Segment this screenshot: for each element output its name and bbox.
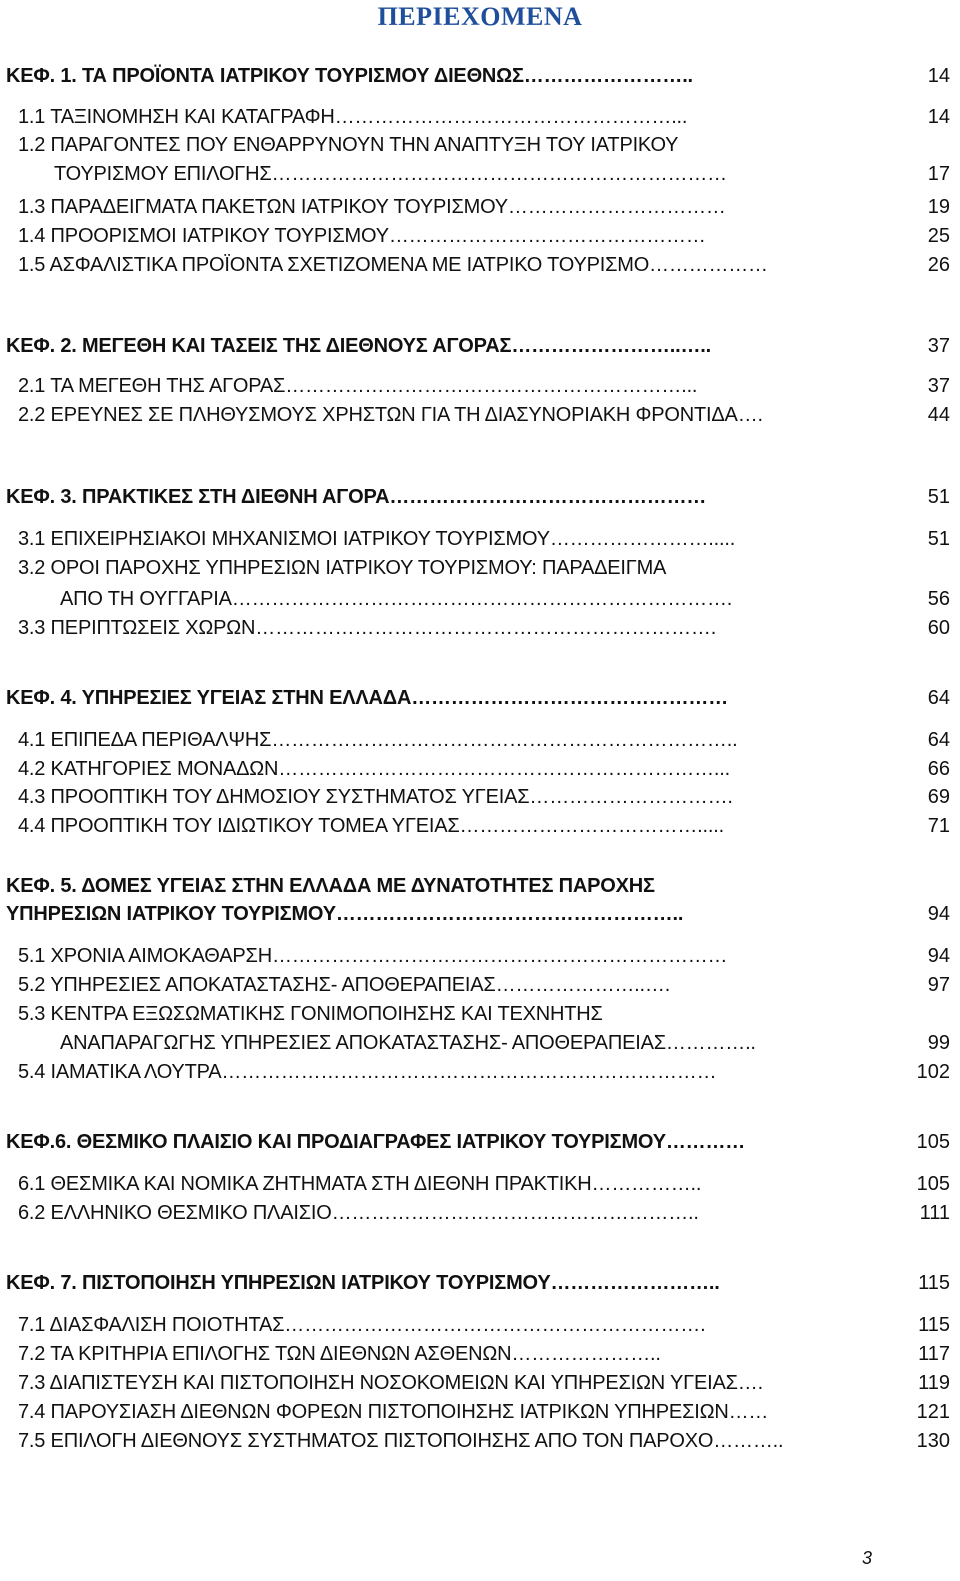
toc-section-entry <box>0 614 960 643</box>
toc-section-entry <box>0 942 960 971</box>
toc-section-entry <box>0 783 960 812</box>
toc-entry-title: 1.1 ΤΑΞΙΝΟΜΗΣΗ ΚΑΙ ΚΑΤΑΓΡΑΦΗ……………………………………………... <box>18 106 688 128</box>
toc-entry-page: 14 <box>927 106 950 128</box>
toc-entry-page: 64 <box>927 687 950 709</box>
toc-section-entry <box>0 755 960 784</box>
toc-chapter-entry <box>0 483 960 512</box>
toc-section-entry <box>0 160 960 189</box>
toc-entry-title: 2.1 ΤΑ ΜΕΓΕΘΗ ΤΗΣ ΑΓΟΡΑΣ……………………………………………………... <box>18 375 698 397</box>
toc-entry-title: 6.2 ΕΛΛΗΝΙΚΟ ΘΕΣΜΙΚΟ ΠΛΑΙΣΙΟ……………………………………………….. <box>18 1202 699 1224</box>
toc-entry-title: 1.2 ΠΑΡΑΓΟΝΤΕΣ ΠΟΥ ΕΝΘΑΡΡΥΝΟΥΝ ΤΗΝ ΑΝΑΠΤΥΞΗ ΤΟΥ ΙΑΤΡΙΚΟΥ <box>18 134 679 156</box>
toc-section-entry <box>0 193 960 222</box>
toc-section-entry <box>0 103 960 132</box>
toc-section-entry <box>0 1058 960 1087</box>
toc-chapter-entry <box>0 872 960 901</box>
toc-entry-page: 37 <box>927 335 950 357</box>
toc-entry-title: ΚΕΦ. 5. ΔΟΜΕΣ ΥΓΕΙΑΣ ΣΤΗΝ ΕΛΛΑΔΑ ΜΕ ΔΥΝΑΤΟΤΗΤΕΣ ΠΑΡΟΧΗΣ <box>6 875 655 897</box>
toc-entry-title: 7.5 ΕΠΙΛΟΓΗ ΔΙΕΘΝΟΥΣ ΣΥΣΤΗΜΑΤΟΣ ΠΙΣΤΟΠΟΙΗΣΗΣ ΑΠΟ ΤΟΝ ΠΑΡΟΧΟ……….. <box>18 1430 784 1452</box>
toc-chapter-entry <box>0 332 960 361</box>
toc-entry-title: 4.1 ΕΠΙΠΕΔΑ ΠΕΡΙΘΑΛΨΗΣ…………………………………………………………….. <box>18 729 738 751</box>
toc-chapter-entry <box>0 900 960 929</box>
toc-entry-title: ΚΕΦ. 1. ΤΑ ΠΡΟΪΟΝΤΑ ΙΑΤΡΙΚΟΥ ΤΟΥΡΙΣΜΟΥ ΔΙΕΘΝΩΣ…………………….. <box>6 65 693 87</box>
toc-section-entry <box>0 1029 960 1058</box>
toc-entry-title: 3.1 ΕΠΙΧΕΙΡΗΣΙΑΚΟΙ ΜΗΧΑΝΙΣΜΟΙ ΙΑΤΡΙΚΟΥ ΤΟΥΡΙΣΜΟΥ……………………..... <box>18 528 736 550</box>
toc-entry-page: 97 <box>927 974 950 996</box>
toc-entry-page: 94 <box>927 945 950 967</box>
toc-entry-page: 51 <box>927 486 950 508</box>
toc-section-entry <box>0 971 960 1000</box>
toc-entry-title: 1.5 ΑΣΦΑΛΙΣΤΙΚΑ ΠΡΟΪΟΝΤΑ ΣΧΕΤΙΖΟΜΕΝΑ ΜΕ ΙΑΤΡΙΚΟ ΤΟΥΡΙΣΜΟ……………… <box>18 254 768 276</box>
toc-entry-title: 5.1 ΧΡΟΝΙΑ ΑΙΜΟΚΑΘΑΡΣΗ…………………………………………………………… <box>18 945 728 967</box>
toc-chapter-entry <box>0 1128 960 1157</box>
toc-entry-title: ΑΝΑΠΑΡΑΓΩΓΗΣ ΥΠΗΡΕΣΙΕΣ ΑΠΟΚΑΤΑΣΤΑΣΗΣ- ΑΠΟΘΕΡΑΠΕΙΑΣ………….. <box>60 1032 756 1054</box>
toc-entry-title: ΚΕΦ. 2. ΜΕΓΕΘΗ ΚΑΙ ΤΑΣΕΙΣ ΤΗΣ ΔΙΕΘΝΟΥΣ ΑΓΟΡΑΣ……………………..….. <box>6 335 711 357</box>
toc-entry-page: 37 <box>927 375 950 397</box>
toc-entry-page: 69 <box>927 786 950 808</box>
toc-section-entry <box>0 525 960 554</box>
toc-entry-page: 19 <box>927 196 950 218</box>
toc-entry-page: 115 <box>918 1272 950 1294</box>
toc-entry-page: 60 <box>927 617 950 639</box>
toc-entry-page: 66 <box>927 758 950 780</box>
toc-section-entry <box>0 1000 960 1029</box>
toc-entry-page: 17 <box>927 163 950 185</box>
toc-entry-title: ΑΠΟ ΤΗ ΟΥΓΓΑΡΙΑ…………………………………………………………………. <box>60 588 733 610</box>
toc-section-entry <box>0 1199 960 1228</box>
toc-entry-page: 51 <box>927 528 950 550</box>
toc-entry-page: 105 <box>916 1131 950 1153</box>
toc-entry-page: 25 <box>927 225 950 247</box>
toc-entry-page: 56 <box>927 588 950 610</box>
toc-section-entry <box>0 1369 960 1398</box>
page-title: ΠΕΡΙΕΧΟΜΕΝΑ <box>377 2 583 31</box>
toc-chapter-entry <box>0 62 960 91</box>
toc-section-entry <box>0 812 960 841</box>
toc-entry-title: 6.1 ΘΕΣΜΙΚΑ ΚΑΙ ΝΟΜΙΚΑ ΖΗΤΗΜΑΤΑ ΣΤΗ ΔΙΕΘΝΗ ΠΡΑΚΤΙΚΗ…………….. <box>18 1173 702 1195</box>
toc-entry-title: 7.3 ΔΙΑΠΙΣΤΕΥΣΗ ΚΑΙ ΠΙΣΤΟΠΟΙΗΣΗ ΝΟΣΟΚΟΜΕΙΩΝ ΚΑΙ ΥΠΗΡΕΣΙΩΝ ΥΓΕΙΑΣ…. <box>18 1372 763 1394</box>
toc-entry-page: 117 <box>918 1343 950 1365</box>
toc-entry-title: ΥΠΗΡΕΣΙΩΝ ΙΑΤΡΙΚΟΥ ΤΟΥΡΙΣΜΟΥ…………………………………………….. <box>6 903 684 925</box>
toc-section-entry <box>0 401 960 430</box>
toc-section-entry <box>0 372 960 401</box>
toc-section-entry <box>0 1427 960 1456</box>
toc-entry-title: 5.2 ΥΠΗΡΕΣΙΕΣ ΑΠΟΚΑΤΑΣΤΑΣΗΣ- ΑΠΟΘΕΡΑΠΕΙΑΣ…………………..…. <box>18 974 671 996</box>
toc-entry-title: ΚΕΦ. 4. ΥΠΗΡΕΣΙΕΣ ΥΓΕΙΑΣ ΣΤΗΝ ΕΛΛΑΔΑ………………………………………… <box>6 687 728 709</box>
toc-chapter-entry <box>0 1269 960 1298</box>
toc-section-entry <box>0 585 960 614</box>
toc-entry-title: ΚΕΦ.6. ΘΕΣΜΙΚΟ ΠΛΑΙΣΙΟ ΚΑΙ ΠΡΟΔΙΑΓΡΑΦΕΣ ΙΑΤΡΙΚΟΥ ΤΟΥΡΙΣΜΟΥ………… <box>6 1131 746 1153</box>
toc-entry-page: 121 <box>916 1401 950 1423</box>
toc-entry-title: 1.4 ΠΡΟΟΡΙΣΜΟΙ ΙΑΤΡΙΚΟΥ ΤΟΥΡΙΣΜΟΥ………………………………………… <box>18 225 706 247</box>
toc-entry-title: 4.4 ΠΡΟΟΠΤΙΚΗ ΤΟΥ ΙΔΙΩΤΙΚΟΥ ΤΟΜΕΑ ΥΓΕΙΑΣ………………………………..... <box>18 815 724 837</box>
toc-section-entry <box>0 1170 960 1199</box>
toc-entry-page: 130 <box>916 1430 950 1452</box>
toc-entry-page: 99 <box>927 1032 950 1054</box>
toc-section-entry <box>0 1398 960 1427</box>
toc-section-entry <box>0 554 960 583</box>
toc-entry-title: 4.2 ΚΑΤΗΓΟΡΙΕΣ ΜΟΝΑΔΩΝ…………………………………………………………... <box>18 758 730 780</box>
toc-entry-title: 4.3 ΠΡΟΟΠΤΙΚΗ ΤΟΥ ΔΗΜΟΣΙΟΥ ΣΥΣΤΗΜΑΤΟΣ ΥΓΕΙΑΣ…………………………. <box>18 786 733 808</box>
toc-chapter-entry <box>0 684 960 713</box>
toc-entry-page: 26 <box>927 254 950 276</box>
toc-section-entry <box>0 1340 960 1369</box>
toc-entry-title: ΤΟΥΡΙΣΜΟΥ ΕΠΙΛΟΓΗΣ…………………………………………………………… <box>54 163 727 185</box>
toc-entry-page: 105 <box>916 1173 950 1195</box>
toc-entry-page: 94 <box>927 903 950 925</box>
toc-entry-title: 7.2 ΤΑ ΚΡΙΤΗΡΙΑ ΕΠΙΛΟΓΗΣ ΤΩΝ ΔΙΕΘΝΩΝ ΑΣΘΕΝΩΝ………………….. <box>18 1343 661 1365</box>
toc-entry-title: 5.4 ΙΑΜΑΤΙΚΑ ΛΟΥΤΡΑ………………………………………………………………… <box>18 1061 717 1083</box>
toc-entry-page: 14 <box>927 65 950 87</box>
toc-entry-title: 7.4 ΠΑΡΟΥΣΙΑΣΗ ΔΙΕΘΝΩΝ ΦΟΡΕΩΝ ΠΙΣΤΟΠΟΙΗΣΗΣ ΙΑΤΡΙΚΩΝ ΥΠΗΡΕΣΙΩΝ…… <box>18 1401 769 1423</box>
toc-section-entry <box>0 131 960 160</box>
toc-entry-title: ΚΕΦ. 7. ΠΙΣΤΟΠΟΙΗΣΗ ΥΠΗΡΕΣΙΩΝ ΙΑΤΡΙΚΟΥ ΤΟΥΡΙΣΜΟΥ…………………….. <box>6 1272 720 1294</box>
toc-entry-page: 119 <box>918 1372 950 1394</box>
toc-section-entry <box>0 251 960 280</box>
toc-entry-page: 111 <box>919 1202 950 1224</box>
toc-entry-title: 3.3 ΠΕΡΙΠΤΩΣΕΙΣ ΧΩΡΩΝ……………………………………………………………. <box>18 617 717 639</box>
toc-entry-page: 71 <box>927 815 950 837</box>
toc-entry-title: ΚΕΦ. 3. ΠΡΑΚΤΙΚΕΣ ΣΤΗ ΔΙΕΘΝΗ ΑΓΟΡΑ………………………………………… <box>6 486 707 508</box>
page-number: 3 <box>861 1548 872 1568</box>
toc-section-entry <box>0 222 960 251</box>
toc-entry-page: 64 <box>927 729 950 751</box>
toc-entry-title: 5.3 ΚΕΝΤΡΑ ΕΞΩΣΩΜΑΤΙΚΗΣ ΓΟΝΙΜΟΠΟΙΗΣΗΣ ΚΑΙ ΤΕΧΝΗΤΗΣ <box>18 1003 603 1025</box>
toc-entry-title: 3.2 ΟΡΟΙ ΠΑΡΟΧΗΣ ΥΠΗΡΕΣΙΩΝ ΙΑΤΡΙΚΟΥ ΤΟΥΡΙΣΜΟΥ: ΠΑΡΑΔΕΙΓΜΑ <box>18 557 667 579</box>
toc-entry-page: 102 <box>916 1061 950 1083</box>
toc-section-entry <box>0 726 960 755</box>
toc-entry-title: 1.3 ΠΑΡΑΔΕΙΓΜΑΤΑ ΠΑΚΕΤΩΝ ΙΑΤΡΙΚΟΥ ΤΟΥΡΙΣΜΟΥ…………………………… <box>18 196 726 218</box>
toc-section-entry <box>0 1311 960 1340</box>
toc-entry-page: 115 <box>918 1314 950 1336</box>
toc-entry-title: 2.2 ΕΡΕΥΝΕΣ ΣΕ ΠΛΗΘΥΣΜΟΥΣ ΧΡΗΣΤΩΝ ΓΙΑ ΤΗ ΔΙΑΣΥΝΟΡΙΑΚΗ ΦΡΟΝΤΙΔΑ…. <box>18 404 763 426</box>
toc-entry-page: 44 <box>927 404 950 426</box>
toc-entry-title: 7.1 ΔΙΑΣΦΑΛΙΣΗ ΠΟΙΟΤΗΤΑΣ………………………………………………………. <box>18 1314 706 1336</box>
